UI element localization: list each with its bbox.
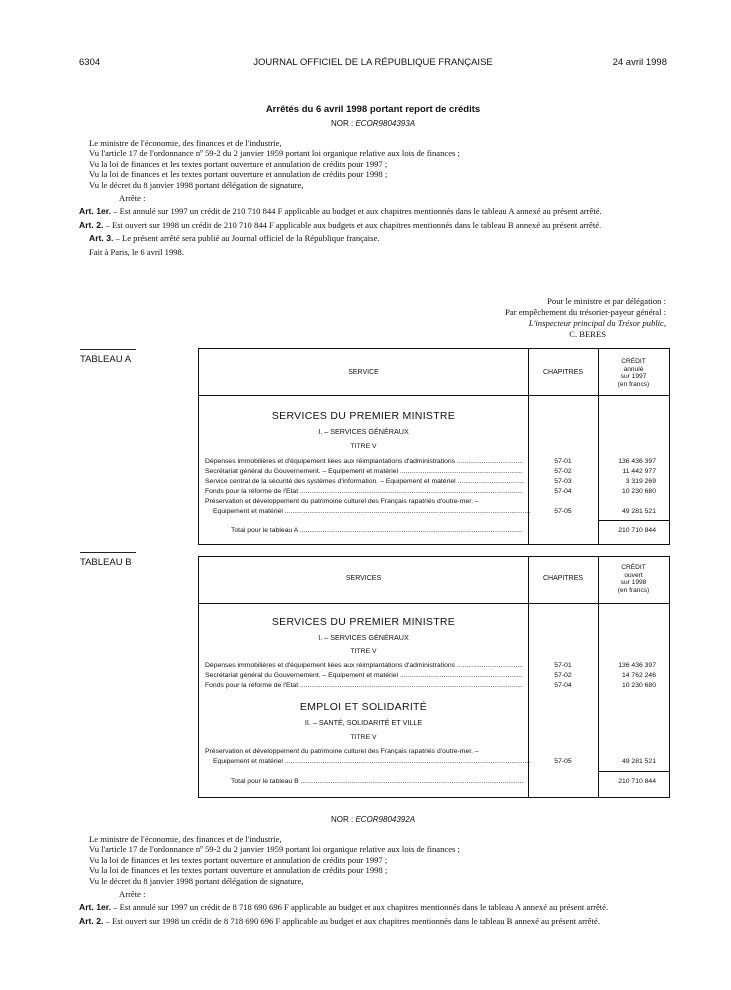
- preamble-line: Vu la loi de finances et les textes portant ouverture et annulation de crédits pour 1998 ;: [89, 865, 388, 876]
- decree-2-body: [79, 834, 669, 926]
- nor-code: ECOR9804393A: [355, 119, 416, 128]
- article-label: Art. 2.: [79, 915, 104, 926]
- col-service: SERVICE: [348, 369, 379, 376]
- total-value: 210 710 844: [618, 778, 656, 785]
- article-label: Art. 1er.: [79, 902, 112, 913]
- col-credit-line: CRÉDIT: [621, 358, 646, 365]
- row-chapitre: 57-04: [554, 682, 572, 689]
- row-chapitre: 57-01: [554, 458, 572, 465]
- row-desc: Secrétariat général du Gouvernement. – Equipement et matériel .....: [205, 468, 523, 475]
- total-rule: [598, 771, 669, 772]
- table-row: [199, 468, 669, 478]
- row-desc: Dépenses immobilières et d'équipement liées aux réimplantations d'administrations .....: [205, 662, 523, 669]
- row-chapitre: 57-05: [554, 508, 572, 515]
- section-title: SERVICES DU PREMIER MINISTRE: [271, 616, 456, 628]
- row-chapitre: 57-03: [554, 478, 572, 485]
- subsection-title: II. – SANTÉ, SOLIDARITÉ ET VILLE: [304, 718, 423, 727]
- article-label: Art. 2.: [79, 219, 104, 230]
- preamble-line: Le ministre de l'économie, des finances et de l'industrie,: [89, 834, 282, 844]
- table-row: [199, 458, 669, 468]
- running-header: [79, 57, 667, 71]
- col-credit-line: (en francs): [617, 586, 650, 594]
- row-desc: Equipement et matériel .....: [213, 758, 531, 765]
- col-credit-line: sur 1997: [620, 373, 647, 380]
- row-credit: 11 442 977: [622, 468, 656, 475]
- titre: TITRE V: [350, 443, 377, 450]
- article-1: [79, 902, 669, 912]
- table-header: [199, 557, 669, 604]
- table-row: [199, 758, 669, 768]
- total-label: Total pour le tableau B .....: [231, 778, 523, 785]
- fait-a-paris: Fait à Paris, le 6 avril 1998.: [89, 246, 184, 257]
- decree-body: [79, 138, 669, 257]
- row-desc: Secrétariat général du Gouvernement. – Equipement et matériel .....: [205, 672, 523, 679]
- article-text: – Est ouvert sur 1998 un crédit de 8 718 690 696 F applicable au budget et aux chapitres mentionnés dans le tableau B annexé au présent arrêté.: [103, 915, 600, 926]
- table-header: [199, 349, 669, 396]
- row-credit: 10 230 680: [621, 488, 656, 495]
- row-chapitre: 57-04: [554, 488, 572, 495]
- row-chapitre: 57-01: [554, 662, 572, 669]
- row-desc: Equipement et matériel .....: [213, 508, 531, 515]
- article-text: – Est ouvert sur 1998 un crédit de 210 710 844 F applicable aux budgets et aux chapitres mentionnés dans le tableau B annexé au présent arrêté.: [103, 219, 602, 230]
- article-text: – Le présent arrêté sera publié au Journal officiel de la République française.: [113, 233, 380, 244]
- signature-block: [400, 296, 666, 340]
- row-desc: Fonds pour la réforme de l'Etat .....: [205, 682, 523, 689]
- page-number: 6304: [79, 57, 101, 68]
- nor-reference-2: [79, 815, 667, 824]
- article-1: [79, 206, 669, 216]
- total-value: 210 710 844: [618, 527, 656, 534]
- table-row: [199, 508, 669, 518]
- subsection-title: I. – SERVICES GÉNÉRAUX: [318, 633, 409, 642]
- article-3: [89, 233, 669, 243]
- row-chapitre: 57-02: [554, 672, 572, 679]
- row-desc: Dépenses immobilières et d'équipement liées aux réimplantations d'administrations .....: [205, 458, 523, 465]
- tableau-a-label: TABLEAU A: [80, 349, 136, 365]
- signature-line: L'inspecteur principal du Trésor public,: [528, 318, 666, 328]
- arrete-heading: Arrête :: [119, 193, 146, 204]
- col-credit-line: (en francs): [617, 380, 650, 388]
- titre: TITRE V: [350, 734, 377, 741]
- row-desc: Préservation et développement du patrimoine culturel des Français rapatriés d'outre-mer. –: [205, 748, 479, 755]
- preamble-line: Vu l'article 17 de l'ordonnance nº 59-2 du 2 janvier 1959 portant loi organique relative aux lois de finances ;: [89, 148, 460, 159]
- row-desc: Préservation et développement du patrimoine culturel des Français rapatriés d'outre-mer. –: [205, 498, 479, 505]
- preamble-line: Vu la loi de finances et les textes portant ouverture et annulation de crédits pour 1998 ;: [89, 169, 388, 180]
- article-2: [79, 220, 669, 230]
- article-label: Art. 1er.: [79, 206, 112, 217]
- total-label: Total pour le tableau A .....: [231, 527, 523, 534]
- section-title: EMPLOI ET SOLIDARITÉ: [299, 701, 428, 713]
- decree-title: Arrêtés du 6 avril 1998 portant report de crédits: [265, 104, 481, 115]
- row-desc: Service central de la sécurité des systèmes d'information. – Equipement et matériel .....: [205, 478, 523, 485]
- table-row: [199, 662, 669, 672]
- signature-line: Pour le ministre et par délégation :: [547, 296, 666, 306]
- nor-label: NOR :: [330, 119, 354, 128]
- article-label: Art. 3.: [89, 233, 114, 244]
- preamble-line: Vu la loi de finances et les textes portant ouverture et annulation de crédits pour 1997 ;: [89, 158, 388, 169]
- preamble-line: Vu le décret du 8 janvier 1998 portant délégation de signature,: [89, 875, 304, 886]
- table-row: [199, 748, 669, 758]
- nor-label: NOR :: [330, 815, 354, 824]
- row-credit: 136 436 397: [618, 662, 656, 669]
- row-credit: 49 281 521: [621, 758, 656, 765]
- tableau-b-label: TABLEAU B: [80, 552, 136, 568]
- section-title: SERVICES DU PREMIER MINISTRE: [271, 410, 456, 422]
- row-credit: 10 230 680: [621, 682, 656, 689]
- row-chapitre: 57-02: [554, 468, 572, 475]
- row-credit: 49 281 521: [621, 508, 656, 515]
- article-text: – Est annulé sur 1997 un crédit de 8 718 690 696 F applicable au budget et aux chapitres mentionnés dans le tableau A annexé au présent arrêté.: [111, 902, 609, 913]
- row-desc: Fonds pour la réforme de l'Etat .....: [205, 488, 523, 495]
- table-row: [199, 498, 669, 508]
- titre: TITRE V: [350, 648, 377, 655]
- total-rule: [598, 520, 669, 521]
- preamble-line: Le ministre de l'économie, des finances et de l'industrie,: [89, 138, 282, 148]
- col-credit-line: annulé: [623, 365, 644, 373]
- col-service: SERVICES: [345, 575, 382, 582]
- arrete-heading: Arrête :: [119, 889, 146, 900]
- issue-date: 24 avril 1998: [612, 57, 667, 68]
- journal-title: JOURNAL OFFICIEL DE LA RÉPUBLIQUE FRANÇAISE: [253, 57, 493, 68]
- article-2: [79, 916, 669, 926]
- col-chapitres: CHAPITRES: [542, 575, 584, 582]
- tableau-a: [198, 348, 670, 545]
- table-row: [199, 682, 669, 692]
- signatory-name: C. BERES: [569, 329, 606, 339]
- table-row: [199, 672, 669, 682]
- row-credit: 136 436 397: [618, 458, 656, 465]
- row-credit: 14 762 246: [621, 672, 656, 679]
- col-credit-line: ouvert: [624, 571, 643, 579]
- nor-code: ECOR9804392A: [355, 815, 416, 824]
- col-credit: [598, 358, 669, 388]
- table-row: [199, 488, 669, 498]
- col-credit: [598, 564, 669, 594]
- preamble-line: Vu l'article 17 de l'ordonnance nº 59-2 du 2 janvier 1959 portant loi organique relative aux lois de finances ;: [89, 844, 460, 855]
- preamble-line: Vu la loi de finances et les textes portant ouverture et annulation de crédits pour 1997 ;: [89, 854, 388, 865]
- col-credit-line: CRÉDIT: [621, 564, 646, 571]
- col-chapitres: CHAPITRES: [542, 369, 584, 376]
- row-credit: 3 319 269: [625, 478, 656, 485]
- article-text: – Est annulé sur 1997 un crédit de 210 710 844 F applicable au budget et aux chapitres mentionnés dans le tableau A annexé au présent arrêté.: [111, 206, 602, 217]
- table-row: [199, 478, 669, 488]
- signature-line: Par empêchement du trésorier-payeur général :: [505, 307, 666, 317]
- row-chapitre: 57-05: [554, 758, 572, 765]
- subsection-title: I. – SERVICES GÉNÉRAUX: [318, 427, 409, 436]
- col-credit-line: sur 1998: [620, 579, 647, 586]
- preamble-line: Vu le décret du 8 janvier 1998 portant délégation de signature,: [89, 179, 304, 190]
- tableau-b: [198, 556, 670, 798]
- nor-reference: [79, 119, 667, 128]
